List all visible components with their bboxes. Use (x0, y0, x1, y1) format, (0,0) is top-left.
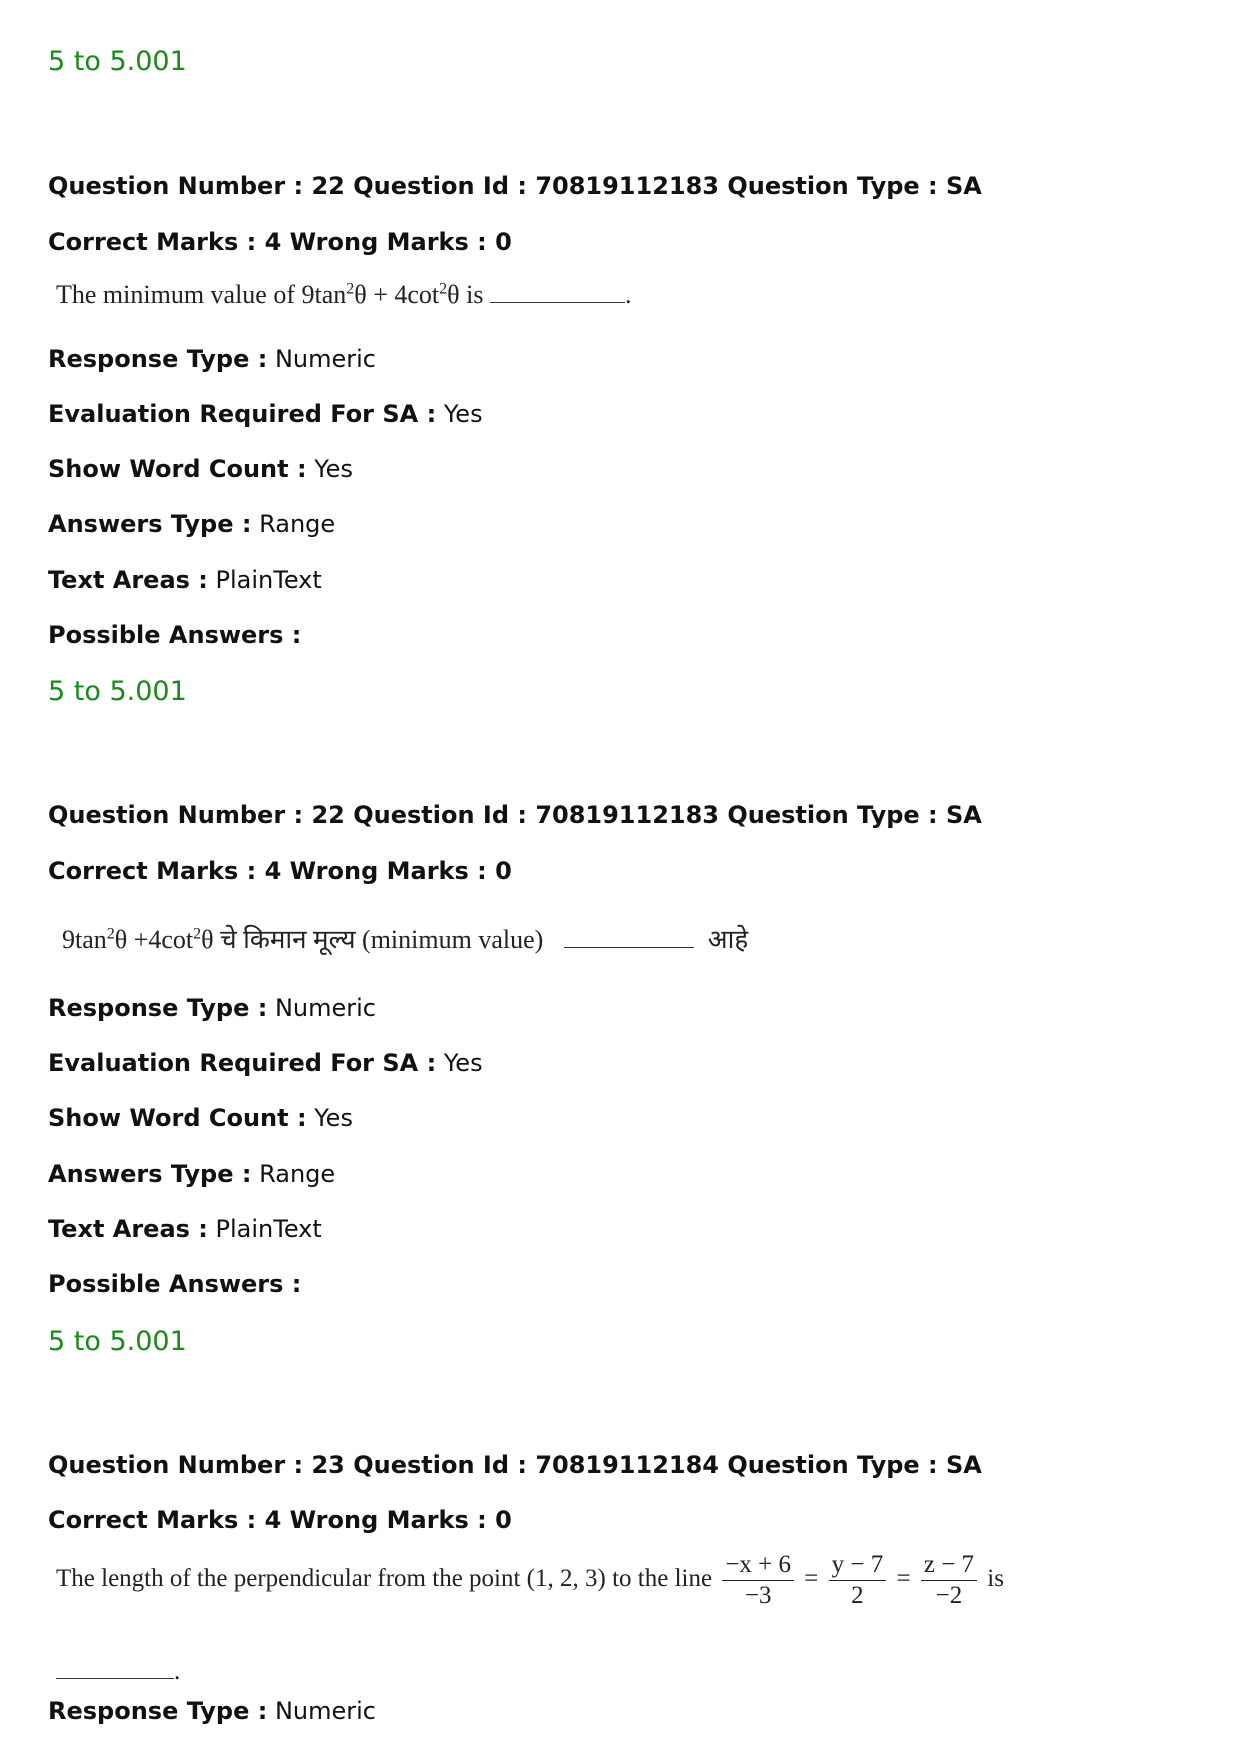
q1-header: Question Number : 22 Question Id : 70819112183 Question Type : SA (48, 172, 982, 200)
q2-answers-type: Answers Type : Range (48, 1160, 336, 1188)
q3-answer-blank-line: . (56, 1658, 180, 1686)
q2-answer-blank (564, 947, 694, 948)
q2-marks: Correct Marks : 4 Wrong Marks : 0 (48, 857, 512, 885)
q3-answer-blank (56, 1678, 174, 1679)
q3-fraction-2: $\frac{y - 7}{2}$ (829, 1550, 887, 1611)
q2-response-type: Response Type : Numeric (48, 994, 376, 1022)
q2-text-areas: Text Areas : PlainText (48, 1215, 322, 1243)
q2-question-text: $9\tan^2\theta +4\cot^2\theta$ चे किमान मूल्य (minimum value) आहे (62, 925, 749, 954)
q2-header: Question Number : 22 Question Id : 70819112183 Question Type : SA (48, 801, 982, 829)
q1-evaluation: Evaluation Required For SA : Yes (48, 400, 483, 428)
q1-question-text: The minimum value of $9\tan^2\theta + 4\cot^2\theta$ is . (56, 280, 632, 309)
q3-response-type: Response Type : Numeric (48, 1697, 376, 1725)
q1-answer: 5 to 5.001 (48, 676, 187, 707)
q1-response-type: Response Type : Numeric (48, 345, 376, 373)
q1-marks: Correct Marks : 4 Wrong Marks : 0 (48, 228, 512, 256)
q3-fraction-1: $\frac{-x + 6}{-3}$ (722, 1550, 794, 1611)
previous-answer: 5 to 5.001 (48, 46, 187, 77)
q3-header: Question Number : 23 Question Id : 70819112184 Question Type : SA (48, 1451, 982, 1479)
q2-word-count: Show Word Count : Yes (48, 1104, 353, 1132)
q2-evaluation: Evaluation Required For SA : Yes (48, 1049, 483, 1077)
q1-possible-answers-label: Possible Answers : (48, 621, 302, 649)
q2-answer: 5 to 5.001 (48, 1326, 187, 1357)
q1-word-count: Show Word Count : Yes (48, 455, 353, 483)
q3-fraction-3: $\frac{z - 7}{-2}$ (921, 1550, 977, 1611)
q1-answers-type: Answers Type : Range (48, 510, 336, 538)
q2-possible-answers-label: Possible Answers : (48, 1270, 302, 1298)
q3-question-text: The length of the perpendicular from the point (1, 2, 3) to the line $\frac{-x + 6}{-3}$ = $\frac{y - 7}{2}$ = $\frac{z - 7}{-2}$ is (56, 1551, 1004, 1609)
q1-answer-blank (490, 302, 625, 303)
q1-text-areas: Text Areas : PlainText (48, 566, 322, 594)
q3-marks: Correct Marks : 4 Wrong Marks : 0 (48, 1506, 512, 1534)
